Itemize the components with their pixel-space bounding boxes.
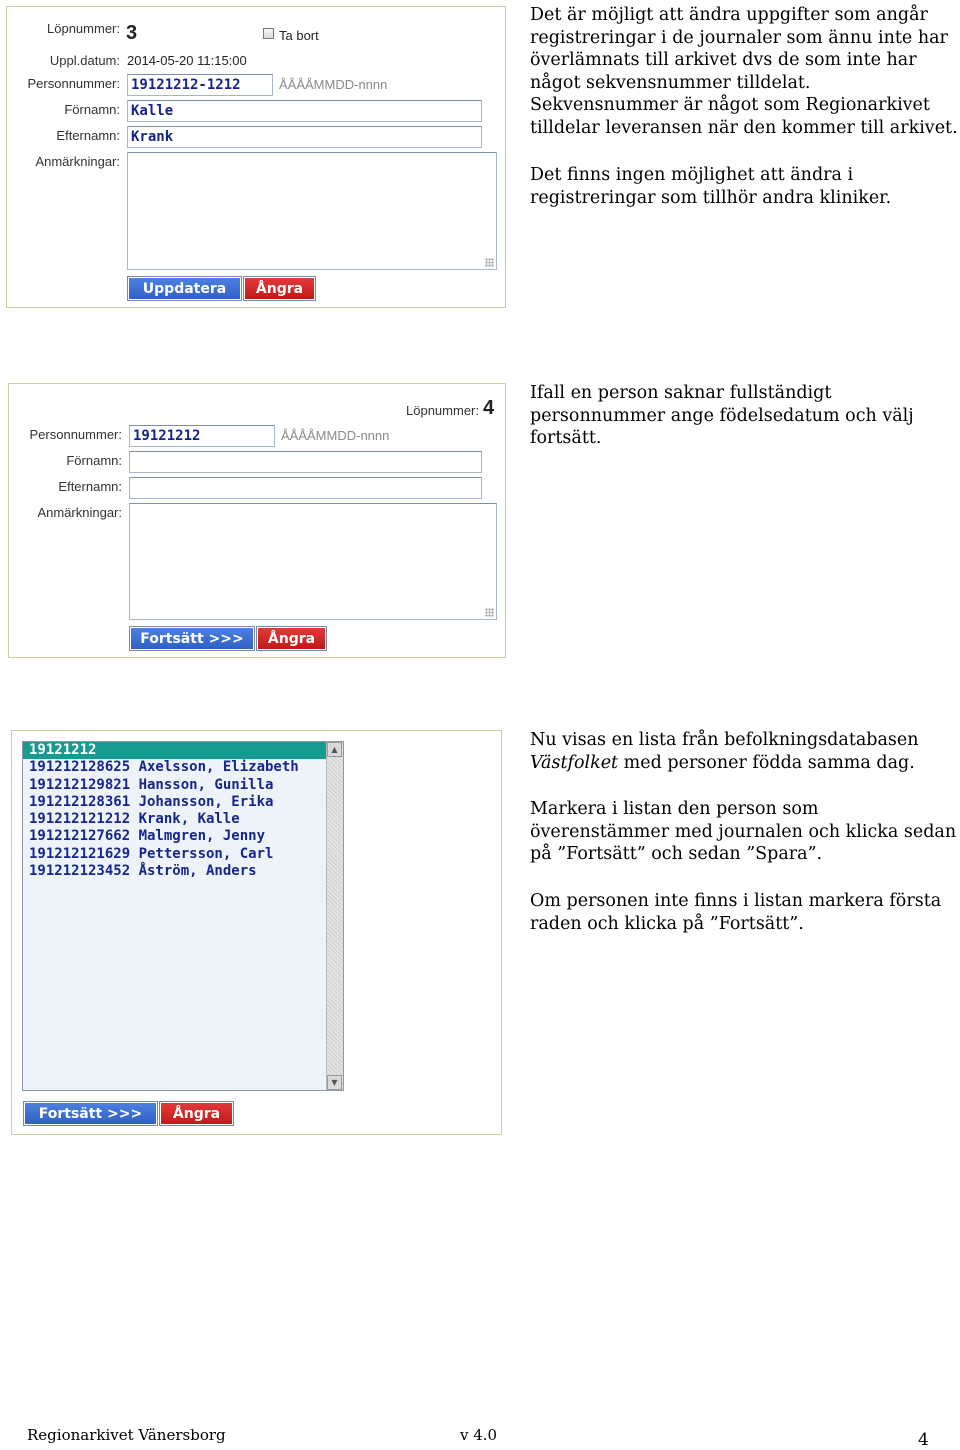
edit-registration-form [6,6,506,308]
person-listbox[interactable] [22,741,344,1091]
paragraph-population-list [530,729,958,774]
fornamn-input[interactable] [129,451,482,473]
uppl-datum-label: Uppl.datum: [49,53,120,68]
personnummer-input[interactable]: 19121212-1212 [127,74,273,96]
lopnummer-value: 4 [483,397,495,419]
personnummer-format-hint: ÅÅÅÅMMDD-nnnn [281,428,390,443]
angra-button[interactable]: Ångra [160,1102,233,1125]
efternamn-label: Efternamn: [58,479,122,494]
efternamn-input[interactable] [129,477,482,499]
fornamn-label: Förnamn: [64,102,120,117]
anmarkningar-textarea[interactable] [127,152,497,270]
anmarkningar-label: Anmärkningar: [37,505,122,520]
footer-page-number: 4 [918,1430,929,1450]
paragraph-person-missing: Om personen inte finns i listan markera första raden och klicka på ”Fortsätt”. [530,891,942,934]
angra-button[interactable]: Ångra [257,627,326,650]
lopnummer-value: 3 [126,22,138,44]
paragraph-other-clinics: Det finns ingen möjlighet att ändra i registreringar som tillhör andra kliniker. [530,165,892,208]
fornamn-label: Förnamn: [66,453,122,468]
list-scrollbar[interactable] [326,742,343,1090]
list-item[interactable]: 191212128361 Johansson, Erika [29,793,274,810]
personnummer-label: Personnummer: [29,427,122,442]
list-item[interactable]: 191212127662 Malmgren, Jenny [29,828,266,845]
uppdatera-button[interactable]: Uppdatera [128,277,241,300]
scroll-down-icon[interactable]: ▼ [327,1075,342,1090]
anmarkningar-textarea[interactable] [129,503,497,620]
fornamn-input[interactable]: Kalle [127,100,482,122]
paragraph-edit-info: Det är möjligt att ändra uppgifter som angår registreringar i de journaler som ännu inte har överlämnats till arkivet dvs de som inte har något sekvensnummer tilldelat. Sekvensnummer är något som Regionarkivet tilldelar leveransen när den kommer till arkivet. [530,5,958,138]
resize-grip-icon[interactable] [485,608,494,617]
fortsatt-button[interactable]: Fortsätt >>> [130,627,254,650]
list-item[interactable]: 191212123452 Åström, Anders [29,863,257,880]
anmarkningar-label: Anmärkningar: [35,154,120,169]
paragraph-select-person: Markera i listan den person som överenstämmer med journalen och klicka sedan på ”Fortsätt” och sedan ”Spara”. [530,799,957,865]
personnummer-input[interactable]: 19121212 [129,425,275,447]
list-item[interactable]: 191212129821 Hansson, Gunilla [29,776,274,793]
efternamn-input[interactable]: Krank [127,126,482,148]
scroll-up-icon[interactable]: ▲ [327,742,342,757]
paragraph-population-list-end: med personer födda samma dag. [623,752,915,773]
personnummer-format-hint: ÅÅÅÅMMDD-nnnn [279,77,388,92]
ta-bort-label: Ta bort [279,28,319,43]
person-select-form [11,730,502,1135]
paragraph-population-list-start: Nu visas en lista från befolkningsdatabasen [530,730,919,750]
lopnummer-label: Löpnummer: [406,403,479,418]
fortsatt-button[interactable]: Fortsätt >>> [24,1102,157,1125]
new-registration-form [8,383,506,658]
list-item[interactable]: 191212121212 Krank, Kalle [29,811,240,828]
list-item[interactable]: 191212128625 Axelsson, Elizabeth [29,759,299,776]
personnummer-label: Personnummer: [27,76,120,91]
lopnummer-label: Löpnummer: [47,21,120,36]
footer-version: v 4.0 [460,1426,498,1444]
database-name: Västfolket [530,752,619,773]
angra-button[interactable]: Ångra [244,277,315,300]
uppl-datum-value: 2014-05-20 11:15:00 [127,53,247,68]
list-item[interactable]: 191212121629 Pettersson, Carl [29,845,274,862]
resize-grip-icon[interactable] [485,258,494,267]
ta-bort-checkbox[interactable] [263,28,274,39]
list-item-selected[interactable]: 19121212 [23,742,326,759]
efternamn-label: Efternamn: [56,128,120,143]
paragraph-incomplete-personnummer: Ifall en person saknar fullständigt personnummer ange födelsedatum och välj fortsätt. [530,383,914,449]
footer-organization: Regionarkivet Vänersborg [27,1426,226,1444]
